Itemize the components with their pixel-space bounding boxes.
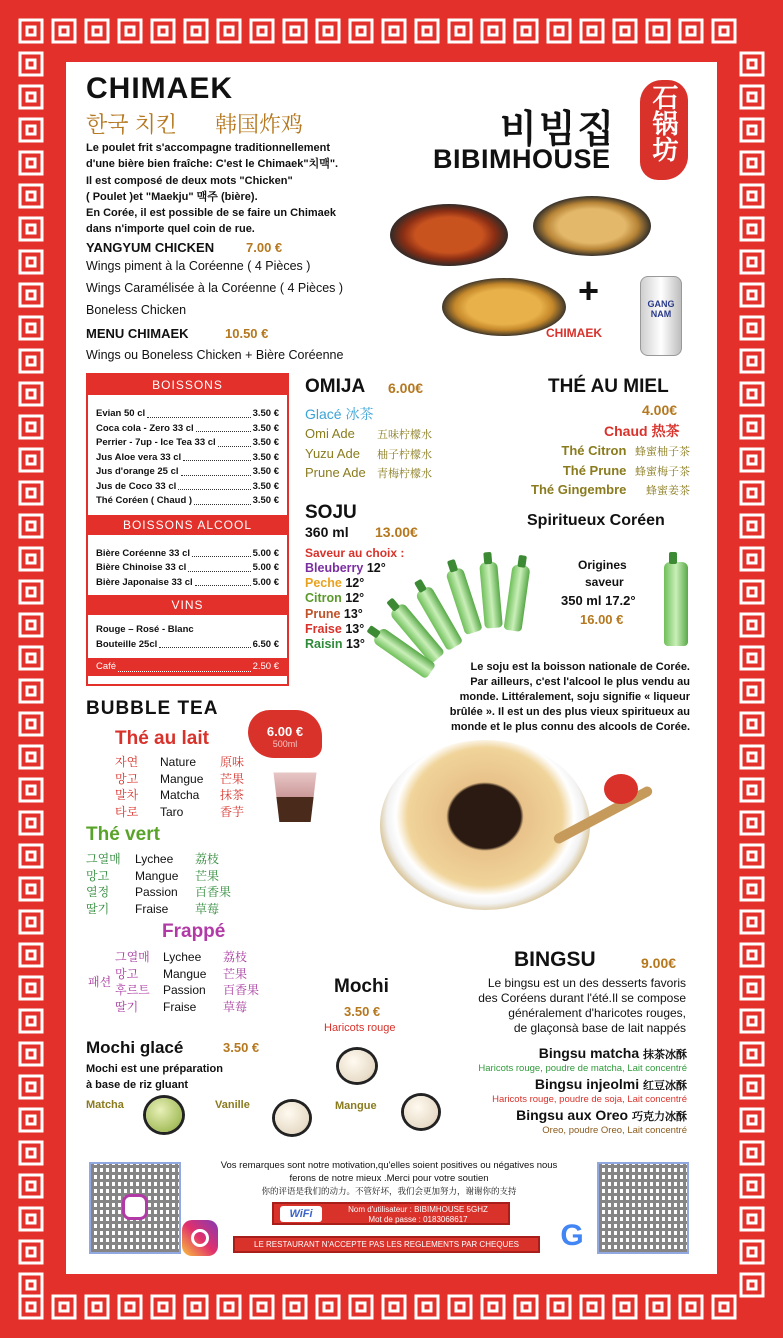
omija-item-cn: 五味柠檬水 <box>377 429 432 441</box>
bingsu-cn: 抹茶冰酥 <box>643 1049 687 1061</box>
mochi-vanille-image <box>275 1102 309 1134</box>
bubble-flavor <box>86 851 231 868</box>
flavor-chinese: 芒果 <box>195 868 220 883</box>
drink-name: Evian 50 cl <box>96 408 146 419</box>
flavor-french: Fraise <box>135 901 169 916</box>
flavor-korean: 후르트 <box>115 983 150 997</box>
flavor-name: Bleuberry <box>305 561 367 575</box>
bingsu-desc: Oreo, poudre Oreo, Lait concentré <box>542 1125 687 1136</box>
soju-flavor <box>305 607 386 622</box>
dot-leader <box>188 561 250 572</box>
omija-item <box>305 445 432 465</box>
wifi-pass: Mot de passe : 0183068617 <box>368 1215 468 1224</box>
drink-price: 3.50 € <box>252 408 279 419</box>
bingsu-item <box>440 1077 687 1094</box>
flavor-french: Lychee <box>163 950 202 964</box>
flavor-korean: 자연 <box>115 755 139 769</box>
bingsu-price: 9.00€ <box>641 955 677 971</box>
drink-name: Jus de Coco 33 cl <box>96 480 177 492</box>
flavor-degree: 13° <box>343 606 363 621</box>
miel-item-cn: 蜂蜜姜茶 <box>646 485 690 497</box>
subtitle-korean: 한국 치킨 <box>86 112 178 137</box>
remark-line: Vos remarques sont notre motivation,qu'elles soient positives ou négatives nous <box>220 1160 558 1171</box>
seal-text: 石锅坊 <box>649 84 679 162</box>
flavor-name: Fraise <box>305 621 346 636</box>
drink-row <box>88 422 287 437</box>
cafe-price: 2.50 € <box>252 661 279 672</box>
flavor-chinese: 百香果 <box>223 983 260 997</box>
subtitle-chinese: 韩国炸鸡 <box>215 112 304 137</box>
soju-price: 13.00€ <box>375 524 418 540</box>
bingsu-desc: Haricots rouge, poudre de matcha, Lait concentré <box>478 1063 687 1074</box>
mochi-matcha-image <box>146 1098 182 1132</box>
yangyum-title: YANGYUM CHICKEN <box>86 240 215 255</box>
flavor-french: Fraise <box>163 999 197 1014</box>
intro-line: dans n'importe quel coin de rue. <box>86 223 255 236</box>
soju-desc-line: monde et le plus connu des alcools de Corée. <box>451 721 690 733</box>
soju-desc-line: brûlée ». Il est un des plus vieux spiritueux au <box>449 706 690 718</box>
bingsu-name: Bingsu injeolmi <box>534 1076 643 1092</box>
soju-flavor <box>305 591 386 606</box>
drink-name: Bière Japonaise 33 cl <box>96 576 193 588</box>
bubble-flavor <box>86 884 231 901</box>
soju-flavor <box>305 576 386 591</box>
flavor-chinese: 百香果 <box>195 885 232 899</box>
dot-leader <box>147 407 250 418</box>
miel-item <box>520 481 690 501</box>
mochi-desc-line: à base de riz gluant <box>86 1079 189 1091</box>
flavor-chinese: 芒果 <box>220 771 245 786</box>
boissons-list <box>88 407 287 509</box>
google-qr-code <box>597 1162 689 1254</box>
mochi-glace-desc <box>86 1061 223 1093</box>
miel-item-name: Thé Prune <box>562 462 630 478</box>
bingsu-desc: Haricots rouge, poudre de soja, Lait concentré <box>492 1094 687 1105</box>
flavor-degree: 12° <box>366 561 386 575</box>
soju-desc-line: Le soju est la boisson nationale de Corée. <box>470 661 690 673</box>
flavor-degree: 12° <box>345 576 365 591</box>
vins-types <box>88 623 287 638</box>
dot-leader <box>183 451 250 462</box>
bubble-flavor <box>86 868 231 885</box>
soju-description <box>432 660 690 735</box>
flavor-name: Prune <box>305 606 344 621</box>
instagram-icon[interactable] <box>182 1220 218 1256</box>
vins-row <box>88 638 287 653</box>
flavor-french: Lychee <box>135 852 174 866</box>
menu-chimaek-title: MENU CHIMAEK <box>86 326 189 341</box>
the-miel-title: THÉ AU MIEL <box>548 376 669 397</box>
frappe-list <box>115 949 259 1015</box>
dot-leader <box>178 480 250 491</box>
drink-name: Coca cola - Zero 33 cl <box>96 422 194 434</box>
flavor-degree: 13° <box>345 621 365 636</box>
dot-leader <box>196 422 251 433</box>
drink-name: Thé Coréen ( Chaud ) <box>96 495 193 506</box>
bingsu-name: Bingsu aux Oreo <box>516 1107 632 1123</box>
bingsu-description <box>452 976 686 1036</box>
the-miel-price: 4.00€ <box>642 402 678 418</box>
dot-leader <box>181 465 251 476</box>
instagram-qr-logo <box>122 1194 148 1220</box>
omija-price: 6.00€ <box>388 380 424 396</box>
flavor-korean: 말차 <box>115 788 139 802</box>
wifi-icon: WiFi <box>280 1206 322 1222</box>
omija-item <box>305 425 432 445</box>
soju-size: 360 ml <box>305 524 349 540</box>
boissons-header: BOISSONS <box>88 375 287 395</box>
origines-label: Origines <box>578 558 627 572</box>
flavor-chinese: 原味 <box>220 755 245 769</box>
chimaek-label: CHIMAEK <box>546 326 602 340</box>
bingsu-desc-line: des Coréens durant l'été.Il se compose <box>478 991 686 1005</box>
drink-price: 3.50 € <box>252 422 279 434</box>
cheques-notice: LE RESTAURANT N'ACCEPTE PAS LES REGLEMENTS PAR CHEQUES <box>233 1236 540 1253</box>
drink-row <box>88 494 287 509</box>
vins-item: Bouteille 25cl <box>96 638 158 650</box>
bingsu-item <box>440 1046 687 1063</box>
miel-item-name: Thé Gingembre <box>531 482 630 497</box>
bingsu-list <box>440 1046 687 1139</box>
flavor-korean: 딸기 <box>115 999 139 1014</box>
bubble-size: 500ml <box>272 739 298 749</box>
bubble-price: 6.00 € <box>266 724 304 739</box>
flavor-french: Passion <box>135 885 178 899</box>
beer-can-image <box>640 276 682 356</box>
flavor-french: Mangue <box>163 966 207 981</box>
can-label: GANG NAM <box>647 299 675 319</box>
bubble-flavor <box>115 999 259 1016</box>
bingsu-desc-line: Le bingsu est un des desserts favoris <box>487 976 686 990</box>
the-vert-title: Thé vert <box>86 824 160 845</box>
drink-row <box>88 436 287 451</box>
miel-item <box>520 462 690 482</box>
flavor-french: Passion <box>163 983 206 997</box>
drink-row <box>88 451 287 466</box>
bingsu-title: BINGSU <box>514 948 596 971</box>
dot-leader <box>195 576 251 587</box>
chimaek-intro <box>86 140 416 238</box>
flavor-korean: 망고 <box>115 966 139 981</box>
drink-name: Bière Coréenne 33 cl <box>96 547 190 559</box>
flavor-chinese: 芒果 <box>223 966 248 981</box>
spiritueux-title: Spiritueux Coréen <box>527 512 665 529</box>
mochi-mangue-image <box>404 1096 438 1128</box>
soju-flavor <box>305 561 386 576</box>
the-au-lait-title: Thé au lait <box>115 728 209 749</box>
wifi-panel <box>272 1202 510 1225</box>
saveur-label: saveur <box>585 575 624 589</box>
flavor-name: Citron <box>305 591 346 606</box>
flavor-french: Matcha <box>160 788 200 802</box>
flavor-name: Peche <box>305 576 346 591</box>
page-title: CHIMAEK <box>86 72 233 105</box>
mochi-title: Mochi <box>334 976 389 997</box>
miel-item-cn: 蜂蜜梅子茶 <box>635 465 690 478</box>
wings-photo <box>390 204 508 266</box>
brand-korean: 비빔집 <box>500 109 617 151</box>
flavor-chinese: 抹茶 <box>220 788 245 802</box>
omija-item-name: Omi Ade <box>305 426 355 441</box>
drink-price: 3.50 € <box>252 451 279 463</box>
yangyum-price: 7.00 € <box>246 240 283 255</box>
menu-chimaek-price: 10.50 € <box>225 326 269 341</box>
footer-remarks <box>199 1160 579 1198</box>
the-miel-list <box>520 442 690 501</box>
bubble-tea-cup-image <box>272 760 318 822</box>
flavor-chinese: 草莓 <box>223 999 248 1014</box>
chaud-label: Chaud <box>604 423 648 439</box>
mochi-mangue-label: Mangue <box>335 1100 377 1112</box>
spirit-price: 16.00 € <box>580 612 624 627</box>
brand-seal-logo <box>640 80 688 180</box>
bubble-flavor <box>86 901 231 918</box>
mochi-glace-price: 3.50 € <box>223 1040 260 1055</box>
alcool-list <box>88 547 287 591</box>
drink-row <box>88 480 287 495</box>
flavor-korean: 열정 <box>86 885 110 899</box>
drink-name: Perrier - 7up - Ice Tea 33 cl <box>96 437 216 448</box>
bingsu-desc-line: généralement d'haricotes rouges, <box>508 1006 686 1020</box>
omija-title: OMIJA <box>305 376 366 397</box>
bubble-tea-title: BUBBLE TEA <box>86 698 219 719</box>
soju-desc-line: Par ailleurs, c'est l'alcool le plus vendu au <box>470 676 690 688</box>
plus-sign: + <box>578 270 600 311</box>
omija-item-cn: 青梅柠檬水 <box>377 468 432 480</box>
soju-saveur: Saveur au choix : <box>305 546 405 560</box>
glace-label: Glacé <box>305 406 342 422</box>
omija-item-name: Prune Ade <box>305 465 366 480</box>
flavor-korean: 딸기 <box>86 901 110 916</box>
mochi-desc: Haricots rouge <box>324 1022 396 1034</box>
bubble-flavor <box>115 982 259 999</box>
flavor-korean: 망고 <box>86 868 110 883</box>
miel-item-cn: 蜂蜜柚子茶 <box>635 446 690 458</box>
flavor-korean: 망고 <box>115 771 139 786</box>
flavor-degree: 12° <box>345 591 365 606</box>
mochi-desc-line: Mochi est une préparation <box>86 1063 223 1075</box>
vins-header: VINS <box>88 595 287 615</box>
chicken-item: Wings Caramélisée à la Coréenne ( 4 Pièces ) <box>86 281 344 295</box>
bingsu-cn: 红豆冰酥 <box>643 1080 687 1092</box>
flavor-chinese: 荔枝 <box>223 950 248 964</box>
bubble-flavor <box>115 949 259 966</box>
sauce-pitcher-image <box>604 774 638 804</box>
drinks-box <box>86 373 289 686</box>
bingsu-photo <box>380 740 590 910</box>
bubble-flavor <box>115 966 259 983</box>
flavor-french: Mangue <box>160 771 204 786</box>
google-icon[interactable]: G <box>560 1219 584 1252</box>
dot-leader <box>192 547 251 558</box>
intro-line: Le poulet frit s'accompagne traditionnellement <box>86 142 331 154</box>
drink-price: 5.00 € <box>252 576 279 588</box>
flavor-french: Taro <box>160 804 184 819</box>
flavor-korean: 타로 <box>115 804 139 819</box>
frappe-prefix: 패션 <box>88 975 112 989</box>
flavor-name: Raisin <box>305 637 346 652</box>
drink-name: Bière Chinoise 33 cl <box>96 562 187 573</box>
drink-price: 5.00 € <box>252 562 279 573</box>
bubble-flavor <box>115 771 244 788</box>
intro-line: d'une bière bien fraîche: C'est le Chimaek"치맥". <box>86 158 339 171</box>
flavor-korean: 그열매 <box>86 852 121 866</box>
miel-item-name: Thé Citron <box>561 443 630 458</box>
vins-price: 6.50 € <box>252 638 279 650</box>
cafe-label: Café <box>96 661 117 672</box>
chicken-item: Wings piment à la Coréenne ( 4 Pièces ) <box>86 259 311 273</box>
soju-title: SOJU <box>305 502 357 523</box>
spirit-bottle-image <box>664 562 688 646</box>
drink-price: 5.00 € <box>252 547 279 559</box>
bingsu-item <box>440 1108 687 1125</box>
omija-item-name: Yuzu Ade <box>305 445 360 461</box>
the-au-lait-list <box>115 754 244 820</box>
omija-list <box>305 425 432 484</box>
omija-item <box>305 464 432 484</box>
bubble-flavor <box>115 804 244 821</box>
dot-leader <box>218 436 251 447</box>
intro-line: ( Poulet )et "Maekju" 맥주 (bière). <box>86 190 258 203</box>
menu-chimaek-desc: Wings ou Boneless Chicken + Bière Coréenne <box>86 348 344 362</box>
wifi-credentials <box>332 1205 504 1225</box>
omija-item-cn: 柚子柠檬水 <box>377 448 432 461</box>
spirit-size: 350 ml 17.2° <box>561 593 636 608</box>
flavor-chinese: 香芋 <box>220 804 245 819</box>
drink-price: 3.50 € <box>252 466 279 477</box>
remark-line-cn: 你的评语是我们的动力。不管好坏，我们会更加努力，谢谢你的支持 <box>261 1186 517 1196</box>
bubble-flavor <box>115 787 244 804</box>
mochi-matcha-label: Matcha <box>86 1099 124 1111</box>
chicken-item: Boneless Chicken <box>86 303 187 317</box>
drink-price: 3.50 € <box>252 437 279 448</box>
brand-name: BIBIMHOUSE <box>433 144 611 174</box>
mochi-image <box>339 1050 375 1082</box>
drink-name: Jus Aloe vera 33 cl <box>96 451 182 463</box>
flavor-chinese: 草莓 <box>195 901 220 916</box>
bingsu-name: Bingsu matcha <box>538 1045 643 1061</box>
intro-line: Il est composé de deux mots "Chicken" <box>86 174 293 187</box>
drink-row <box>88 547 287 562</box>
the-vert-list <box>86 851 231 917</box>
cafe-row <box>88 658 287 676</box>
intro-line: En Corée, il est possible de se faire un Chimaek <box>86 207 337 220</box>
flavor-french: Mangue <box>135 868 179 883</box>
mochi-glace-title: Mochi glacé <box>86 1038 184 1057</box>
wifi-user: Nom d'utilisateur : BIBIMHOUSE 5GHZ <box>348 1205 488 1214</box>
soju-desc-line: monde. Littéralement, soju signifie « liqueur <box>459 691 690 703</box>
drink-price: 3.50 € <box>252 480 279 492</box>
drink-row <box>88 407 287 422</box>
remark-line: ferons de notre mieux .Merci pour votre soutien <box>289 1172 489 1184</box>
flavor-french: Nature <box>160 755 197 769</box>
omija-glace <box>305 404 373 424</box>
alcool-header: BOISSONS ALCOOL <box>88 515 287 535</box>
vins-line: Rouge – Rosé - Blanc <box>96 624 194 635</box>
drink-row <box>88 576 287 591</box>
drink-price: 3.50 € <box>252 495 279 506</box>
dot-leader <box>194 494 251 505</box>
drink-row <box>88 465 287 480</box>
mochi-price: 3.50 € <box>344 1004 381 1019</box>
chaud-cn: 热茶 <box>651 423 680 439</box>
caramel-wings-photo <box>533 196 651 256</box>
frappe-title: Frappé <box>162 921 226 942</box>
bingsu-desc-line: de glaçonsà base de lait nappés <box>513 1021 686 1035</box>
mochi-vanille-label: Vanille <box>215 1099 250 1111</box>
flavor-chinese: 荔枝 <box>195 852 220 866</box>
the-miel-chaud <box>604 421 679 441</box>
flavor-degree: 13° <box>346 637 365 652</box>
bubble-price-badge <box>248 710 322 758</box>
glace-cn: 冰茶 <box>345 406 374 422</box>
drink-name: Jus d'orange 25 cl <box>96 466 179 477</box>
drink-row <box>88 561 287 576</box>
bubble-flavor <box>115 754 244 771</box>
flavor-korean: 그열매 <box>115 950 150 964</box>
bingsu-cn: 巧克力冰酥 <box>632 1111 687 1123</box>
miel-item <box>520 442 690 462</box>
